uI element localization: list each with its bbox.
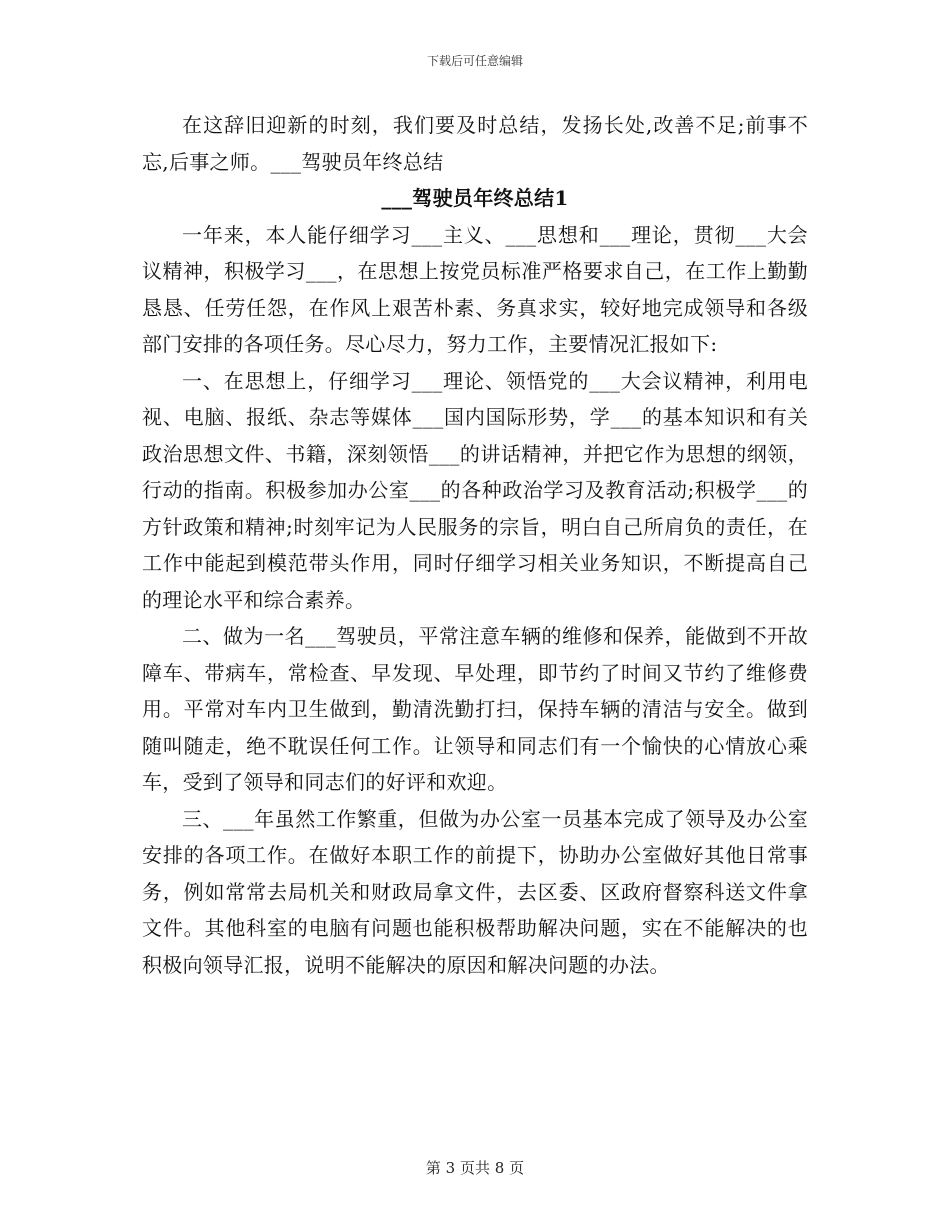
body-paragraph-1: 一年来，本人能仔细学习___主义、___思想和___理论，贯彻___大会议精神，积极学习___，在思想上按党员标准严格要求自己，在工作上勤勤恳恳、任劳任怨，在作风上艰苦朴素、务真求实，较好地完成领导和各级部门安排的各项任务。尽心尽力，努力工作，主要情况汇报如下: (142, 222, 808, 356)
intro-paragraph: 在这辞旧迎新的时刻，我们要及时总结，发扬长处,改善不足;前事不忘,后事之师。___驾驶员年终总结 (142, 113, 808, 174)
body-paragraph-2: 一、在思想上，仔细学习___理论、领悟党的___大会议精神，利用电视、电脑、报纸、杂志等媒体___国内国际形势，学___的基本知识和有关政治思想文件、书籍，深刻领悟___的讲话精神，并把它作为思想的纲领，行动的指南。积极参加办公室___的各种政治学习及教育活动;积极学___的方针政策和精神;时刻牢记为人民服务的宗旨，明白自己所肩负的责任，在工作中能起到模范带头作用，同时仔细学习相关业务知识，不断提高自己的理论水平和综合素养。 (142, 368, 808, 612)
page-number: 第 3 页共 8 页 (425, 1159, 525, 1177)
page-header: 下载后可任意编辑 (426, 54, 523, 68)
body-paragraph-3: 二、做为一名___驾驶员，平常注意车辆的维修和保养，能做到不开故障车、带病车，常检查、早发现、早处理，即节约了时间又节约了维修费用。平常对车内卫生做到，勤清洗勤打扫，保持车辆的清洁与安全。做到随叫随走，绝不耽误任何工作。让领导和同志们有一个愉快的心情放心乘车，受到了领导和同志们的好评和欢迎。 (142, 624, 808, 794)
section-title: ___驾驶员年终总结1 (381, 186, 569, 210)
body-paragraph-4: 三、___年虽然工作繁重，但做为办公室一员基本完成了领导及办公室安排的各项工作。在做好本职工作的前提下，协助办公室做好其他日常事务，例如常常去局机关和财政局拿文件，去区委、区政府督察科送文件拿文件。其他科室的电脑有问题也能积极帮助解决问题，实在不能解决的也积极向领导汇报，说明不能解决的原因和解决问题的办法。 (142, 806, 808, 977)
document-body (142, 107, 808, 983)
